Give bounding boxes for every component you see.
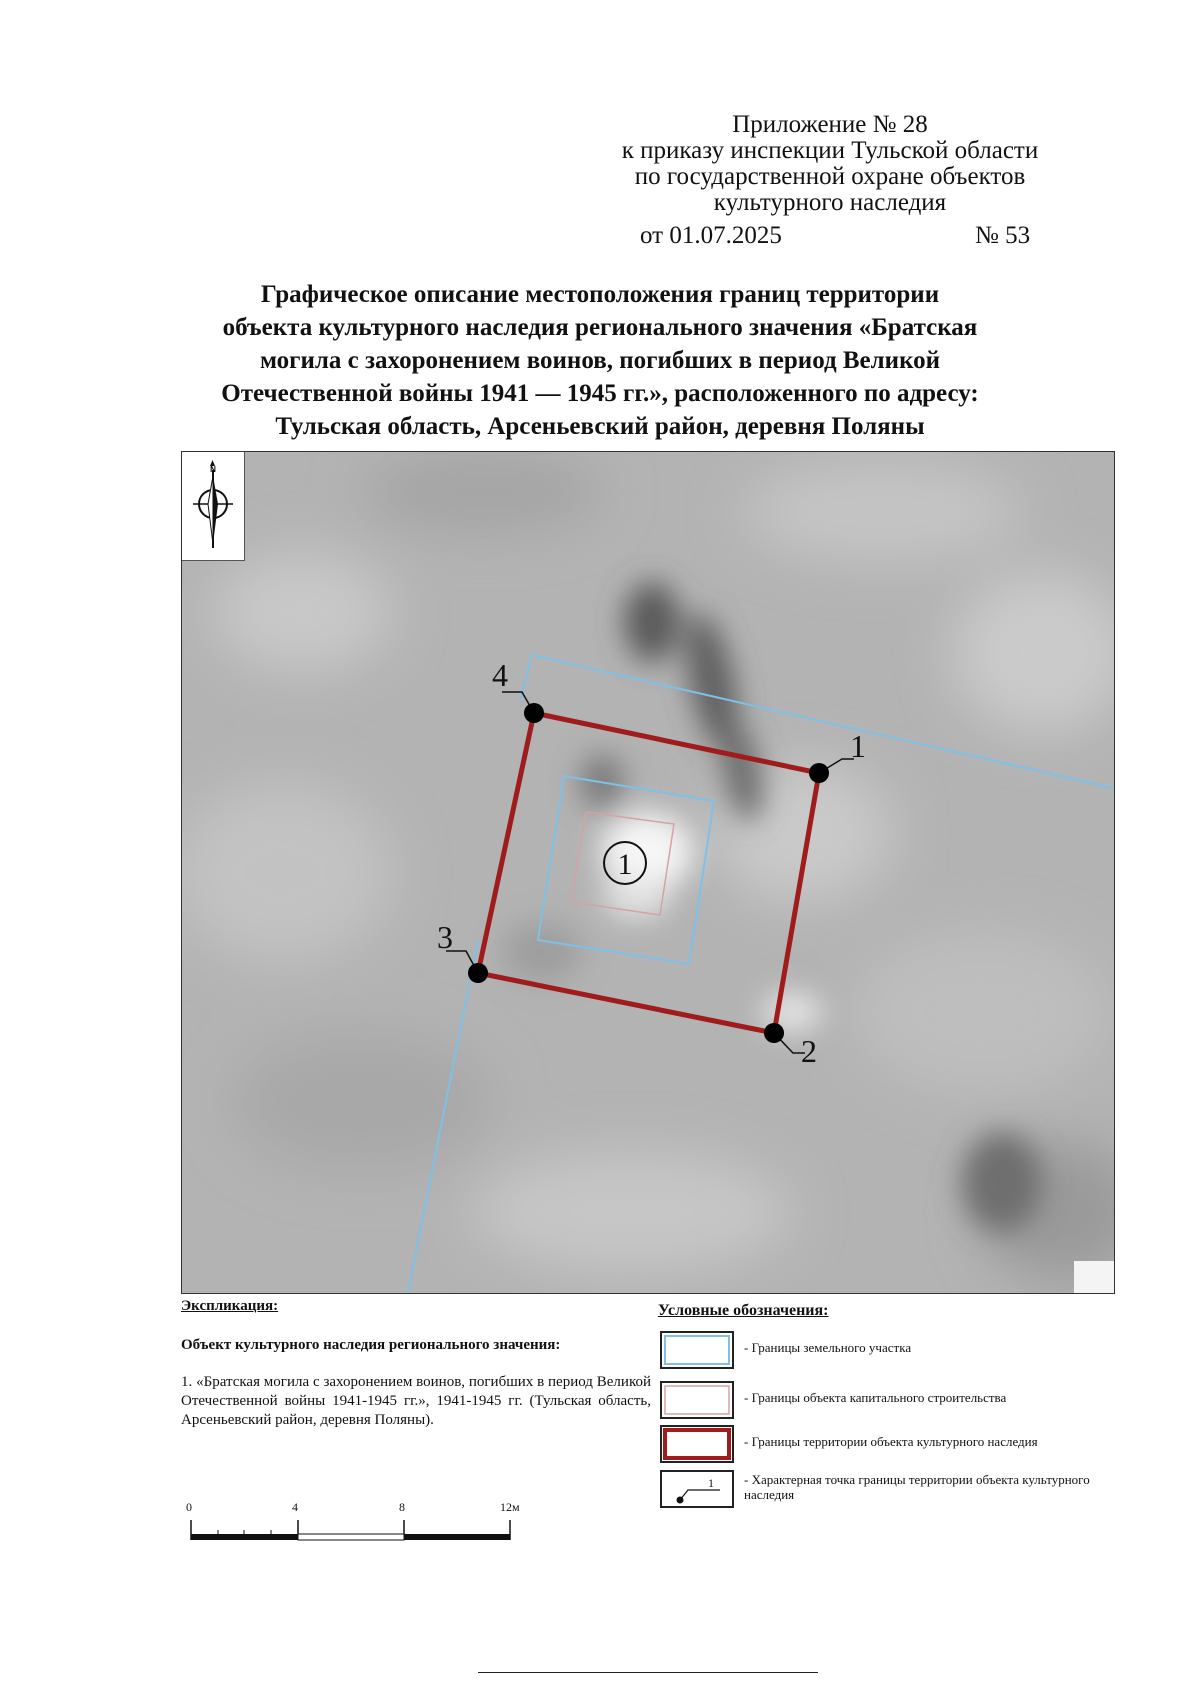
title-line-5: Тульская область, Арсеньевский район, деревня Поляны [275,413,925,440]
point-1-marker [809,763,829,783]
scale-tick-12: 12м [500,1500,520,1514]
point-label-4: 4 [492,657,508,693]
document-title [150,278,1050,443]
scale-tick-8: 8 [399,1500,405,1514]
legend-swatch-land-plot [660,1331,734,1369]
point-3-marker [468,963,488,983]
title-line-2: объекта культурного наследия регионального значения «Братская [222,314,978,341]
title-line-1: Графическое описание местоположения границ территории [260,281,940,308]
map-corner-artifact [1074,1261,1114,1293]
order-date: от 01.07.2025 [640,222,782,249]
order-number: № 53 [975,222,1031,249]
title-line-4: Отечественной войны 1941 — 1945 гг.», расположенного по адресу: [221,380,979,407]
point-2-marker [764,1023,784,1043]
explication-heading: Экспликация: [181,1298,279,1314]
appendix-line-4: культурного наследия [713,189,947,216]
svg-text:N: N [210,465,216,474]
object-number: 1 [617,848,633,881]
north-arrow-icon [182,452,244,560]
legend-swatch-characteristic-point [660,1470,734,1508]
closing-rule [478,1672,818,1673]
appendix-header [560,112,1100,216]
appendix-line-1: Приложение № 28 [732,111,928,138]
legend-swatch-territory [660,1425,734,1463]
point-label-3: 3 [437,919,453,955]
appendix-line-3: по государственной охране объектов [634,163,1026,190]
legend-swatch-capital-construction [660,1381,734,1419]
point-4-marker [524,703,544,723]
aerial-imagery [182,452,1114,1293]
legend-label-characteristic-point: - Характерная точка границы территории объекта культурного наследия [744,1472,1090,1502]
scale-bar-graphic [190,1518,520,1548]
legend-heading: Условные обозначения: [658,1302,829,1319]
explication-description: 1. «Братская могила с захоронением воинов, погибших в период Великой Отечественной войны 1941-1945 гг.», 1941-1945 гг. (Тульская область, Арсеньевский район, деревня Поляны). [181,1374,651,1428]
explication-object-heading: Объект культурного наследия регионального значения: [181,1337,561,1353]
legend-sample-point-number: 1 [708,1476,714,1490]
point-label-1: 1 [850,728,866,764]
map-canvas [182,452,1114,1293]
scale-tick-4: 4 [292,1500,298,1514]
north-arrow-panel [182,452,245,561]
title-line-3: могила с захоронением воинов, погибших в период Великой [259,347,941,374]
scale-unit: м [512,1500,520,1514]
scale-bar [186,1500,520,1550]
appendix-line-2: к приказу инспекции Тульской области [621,137,1039,164]
map-frame [181,451,1115,1294]
legend-label-capital-construction: - Границы объекта капитального строительства [744,1390,1007,1405]
scale-tick-0: 0 [186,1500,192,1514]
legend-label-land-plot: - Границы земельного участка [744,1340,912,1355]
point-label-2: 2 [801,1033,817,1069]
legend-label-territory: - Границы территории объекта культурного наследия [744,1434,1038,1449]
